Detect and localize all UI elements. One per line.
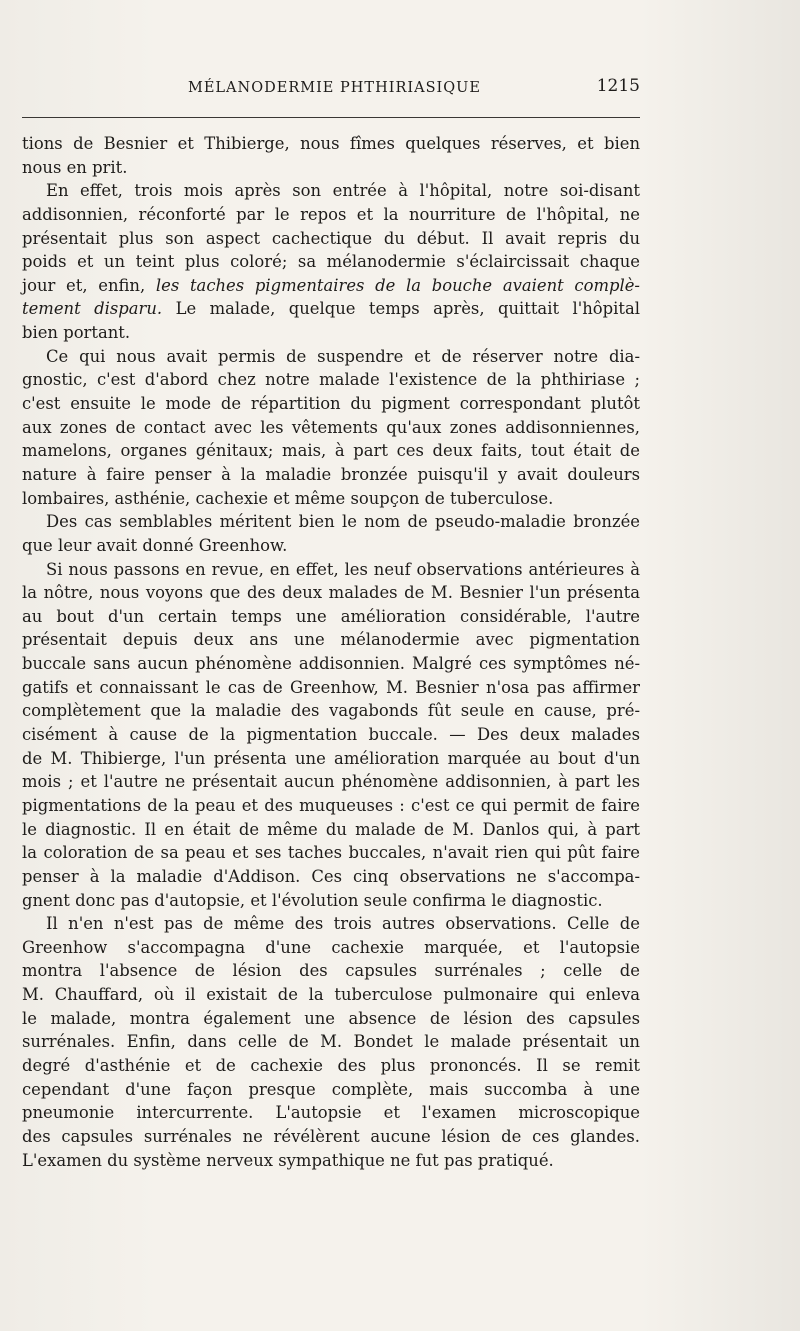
text-line: nature à faire penser à la maladie bronzée puisqu'il y avait douleurs (22, 464, 640, 484)
text-line: addisonnien, réconforté par le repos et la nourriture de l'hôpital, ne (22, 204, 640, 224)
text-line: cisément à cause de la pigmentation buccale. — Des deux malades (22, 725, 640, 745)
text-line: degré d'asthénie et de cachexie des plus prononcés. Il se remit (22, 1055, 640, 1075)
text-line: pigmentations de la peau et des muqueuses : c'est ce qui permit de faire (22, 795, 640, 815)
text-line: En effet, trois mois après son entrée à l'hôpital, notre soi-disant (46, 181, 640, 201)
italic-phrase: les taches pigmentaires de la bouche avaient complè- (155, 275, 640, 295)
text-line: M. Chauffard, où il existait de la tuberculose pulmonaire qui enleva (22, 985, 640, 1005)
body-text (22, 132, 640, 1172)
text-line: des capsules surrénales ne révélèrent aucune lésion de ces glandes. (22, 1126, 640, 1146)
text-line: le diagnostic. Il en était de même du malade de M. Danlos qui, à part (22, 819, 640, 839)
text-line: présentait depuis deux ans une mélanodermie avec pigmentation (22, 630, 640, 650)
text-line: penser à la maladie d'Addison. Ces cinq observations ne s'accompa- (22, 866, 640, 886)
text-line: lombaires, asthénie, cachexie et même soupçon de tuberculose. (22, 488, 554, 508)
text-line: mamelons, organes génitaux; mais, à part ces deux faits, tout était de (22, 441, 640, 461)
text-line: bien portant. (22, 323, 131, 343)
text-line: jour et, enfin, les taches pigmentaires de la bouche avaient complè- (22, 275, 640, 295)
text-line: poids et un teint plus coloré; sa mélanodermie s'éclaircissait chaque (22, 252, 640, 272)
text-line: Ce qui nous avait permis de suspendre et de réserver notre dia- (46, 346, 640, 366)
text-line: la nôtre, nous voyons que des deux malades de M. Besnier l'un présenta (22, 583, 640, 603)
text-line: gatifs et connaissant le cas de Greenhow, M. Besnier n'osa pas affirmer (22, 677, 640, 697)
text-line: Greenhow s'accompagna d'une cachexie marquée, et l'autopsie (22, 937, 640, 957)
text-line: nous en prit. (22, 157, 128, 177)
text-line: mois ; et l'autre ne présentait aucun phénomène addisonnien, à part les (22, 772, 640, 792)
text-line: L'examen du système nerveux sympathique ne fut pas pratiqué. (22, 1150, 554, 1170)
page-number: 1215 (596, 76, 640, 96)
text-line: tions de Besnier et Thibierge, nous fîmes quelques réserves, et bien (22, 134, 640, 153)
text-line: montra l'absence de lésion des capsules surrénales ; celle de (22, 961, 640, 981)
text-line: complètement que la maladie des vagabonds fût seule en cause, pré- (22, 701, 640, 721)
text-line: c'est ensuite le mode de répartition du pigment correspondant plutôt (22, 394, 640, 414)
italic-phrase: tement disparu. (22, 299, 163, 319)
header-rule (22, 117, 640, 118)
text-line: gnostic, c'est d'abord chez notre malade l'existence de la phthiriase ; (22, 370, 640, 390)
text-line: présentait plus son aspect cachectique du début. Il avait repris du (22, 228, 640, 248)
text-line: gnent donc pas d'autopsie, et l'évolution seule confirma le diagnostic. (22, 890, 603, 910)
text-line: tement disparu. Le malade, quelque temps après, quittait l'hôpital (22, 299, 640, 319)
text-line: Des cas semblables méritent bien le nom de pseudo-maladie bronzée (46, 512, 640, 532)
text-line: pneumonie intercurrente. L'autopsie et l'examen microscopique (22, 1103, 640, 1123)
text-line: le malade, montra également une absence de lésion des capsules (22, 1008, 640, 1028)
text-line: Si nous passons en revue, en effet, les neuf observations antérieures à (46, 559, 640, 579)
text-line: la coloration de sa peau et ses taches buccales, n'avait rien qui pût faire (22, 843, 640, 863)
running-title: MÉLANODERMIE PHTHIRIASIQUE (188, 80, 481, 96)
text-line: buccale sans aucun phénomène addisonnien. Malgré ces symptômes né- (22, 654, 640, 674)
text-line: aux zones de contact avec les vêtements qu'aux zones addisonniennes, (22, 417, 640, 437)
text-line: Il n'en n'est pas de même des trois autres observations. Celle de (46, 914, 640, 934)
text-line: que leur avait donné Greenhow. (22, 535, 288, 555)
text-line: cependant d'une façon presque complète, mais succomba à une (22, 1079, 640, 1099)
page-header (22, 76, 640, 102)
text-line: de M. Thibierge, l'un présenta une amélioration marquée au bout d'un (22, 748, 640, 768)
text-line: surrénales. Enfin, dans celle de M. Bondet le malade présentait un (22, 1032, 640, 1052)
text-line: au bout d'un certain temps une amélioration considérable, l'autre (22, 606, 640, 626)
